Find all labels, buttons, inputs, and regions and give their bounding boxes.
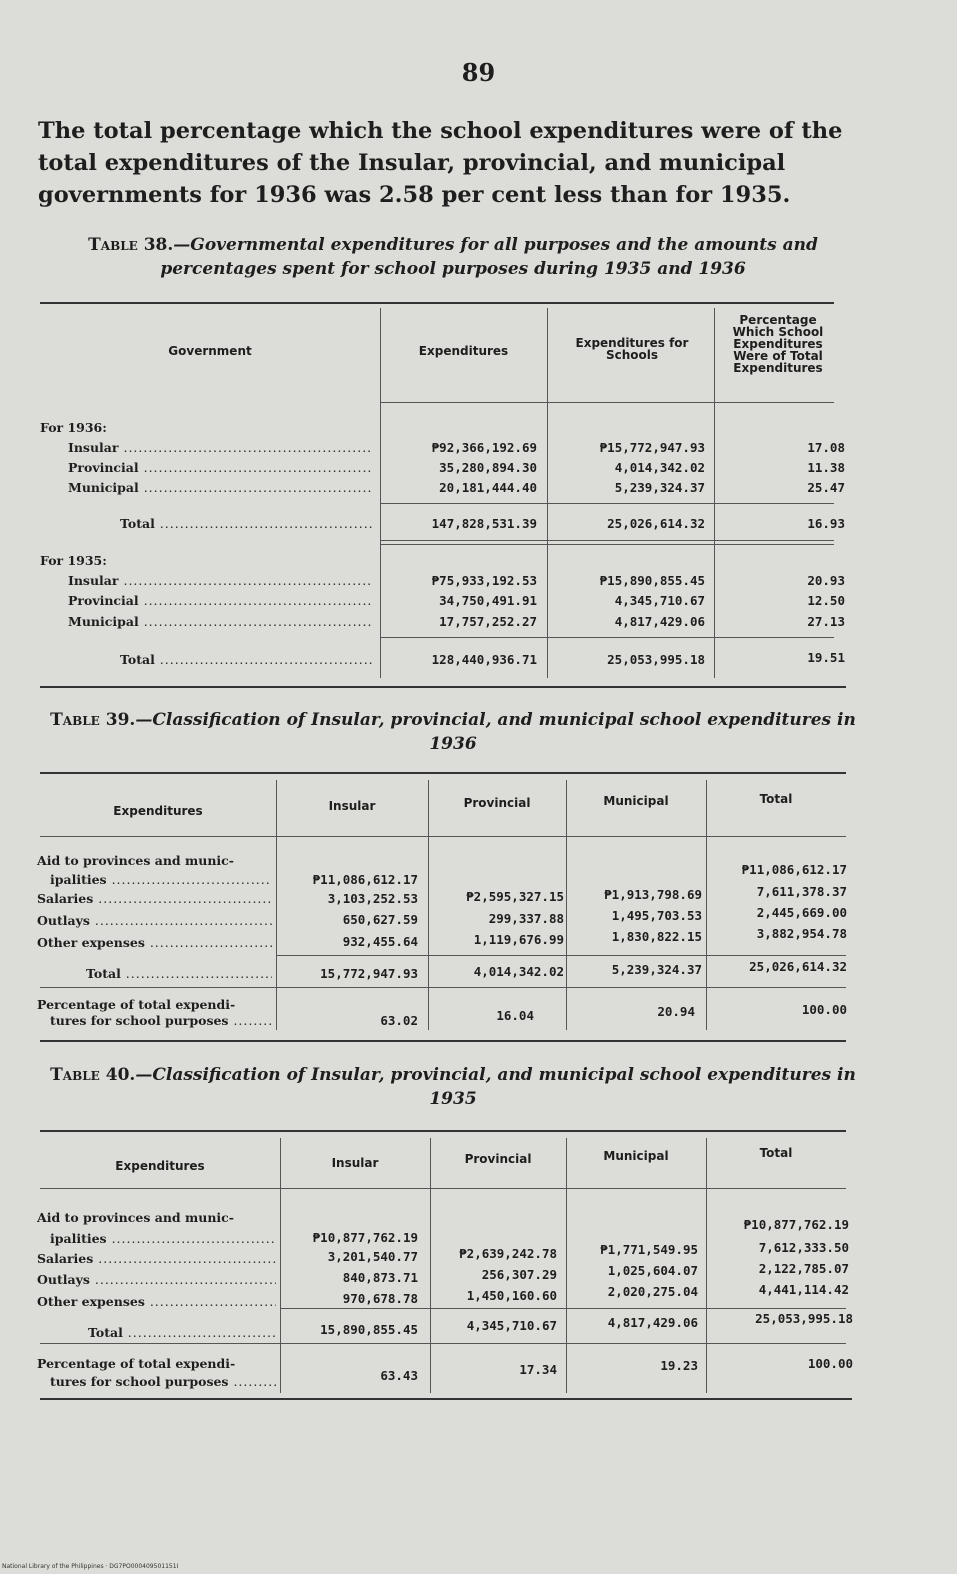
- t38-header-expenditures: Expenditures: [418, 344, 509, 358]
- t39-salaries-municipal: ₱1,913,798.69: [604, 887, 702, 902]
- t40-pct-total: 100.00: [807, 1356, 853, 1371]
- t40-salaries-total: 7,612,333.50: [758, 1240, 849, 1255]
- t38-1935-exp-total: 128,440,936.71: [431, 652, 537, 667]
- t39-pct-municipal: 20.94: [657, 1004, 695, 1019]
- t39-outlays-insular: 650,627.59: [342, 912, 418, 927]
- t40-label-salaries: Salaries .....: [37, 1251, 276, 1266]
- table-39-caption: [38, 708, 868, 756]
- t40-total-municipal: 4,817,429.06: [607, 1315, 698, 1330]
- t40-pct-insular: 63.43: [380, 1368, 418, 1383]
- t39-pct-total: 100.00: [801, 1002, 847, 1017]
- t38-1935-exp-provincial: 34,750,491.91: [439, 593, 537, 608]
- t40-header-total: Total: [759, 1146, 793, 1160]
- t40-pct-municipal: 19.23: [660, 1358, 698, 1373]
- t38-1935-label-insular: Insular .....: [68, 573, 373, 588]
- t38-1935-sch-provincial: 4,345,710.67: [614, 593, 705, 608]
- t40-other-total: 4,441,114.42: [758, 1282, 849, 1297]
- t39-outlays-municipal: 1,495,703.53: [611, 908, 702, 923]
- t38-1935-pct-municipal: 27.13: [807, 614, 845, 629]
- t40-total-insular: 15,890,855.45: [320, 1322, 418, 1337]
- t38-1936-label-municipal: Municipal .....: [68, 480, 373, 495]
- t38-1936-label-provincial: Provincial .....: [68, 460, 373, 475]
- t40-outlays-provincial: 256,307.29: [481, 1267, 557, 1282]
- t40-label-total: Total .....: [88, 1325, 276, 1340]
- t40-total-total: 25,053,995.18: [755, 1311, 853, 1326]
- t40-label-pct-line1: Percentage of total expendi-: [37, 1356, 236, 1371]
- t39-label-salaries: Salaries .....: [37, 891, 272, 906]
- t38-1936-label-insular: Insular .....: [68, 440, 373, 455]
- t39-other-municipal: 1,830,822.15: [611, 929, 702, 944]
- t39-aid-total: ₱11,086,612.17: [741, 862, 847, 877]
- t38-1935-label-total: Total .....: [120, 652, 373, 667]
- t39-aid-insular: ₱11,086,612.17: [312, 872, 418, 887]
- t40-other-insular: 970,678.78: [342, 1291, 418, 1306]
- t40-aid-total: ₱10,877,762.19: [743, 1217, 849, 1232]
- table-40-caption: [38, 1063, 868, 1111]
- t39-header-provincial: Provincial: [463, 796, 531, 810]
- t40-label-outlays: Outlays .....: [37, 1272, 276, 1287]
- t38-1936-sch-insular: ₱15,772,947.93: [599, 440, 705, 455]
- t38-1935-sch-total: 25,053,995.18: [607, 652, 705, 667]
- t38-1936-pct-insular: 17.08: [807, 440, 845, 455]
- t38-1936-pct-provincial: 11.38: [807, 460, 845, 475]
- t40-label-other: Other expenses .....: [37, 1294, 276, 1309]
- t40-outlays-total: 2,122,785.07: [758, 1261, 849, 1276]
- t40-label-pct-line2: tures for school purposes .....: [50, 1374, 276, 1389]
- t38-1935-sch-municipal: 4,817,429.06: [614, 614, 705, 629]
- t39-label-outlays: Outlays .....: [37, 913, 272, 928]
- t39-other-provincial: 1,119,676.99: [473, 932, 564, 947]
- t40-pct-provincial: 17.34: [519, 1362, 557, 1377]
- t40-other-municipal: 2,020,275.04: [607, 1284, 698, 1299]
- t38-1936-exp-insular: ₱92,366,192.69: [431, 440, 537, 455]
- page-number: 89: [461, 58, 496, 87]
- t40-salaries-provincial: ₱2,639,242.78: [459, 1246, 557, 1261]
- t40-header-provincial: Provincial: [464, 1152, 532, 1166]
- t38-header-expenditures-schools: Expenditures for Schools: [575, 336, 689, 362]
- t38-1936-sch-municipal: 5,239,324.37: [614, 480, 705, 495]
- t39-label-total: Total .....: [86, 966, 272, 981]
- t38-heading-1935: For 1935:: [40, 553, 107, 568]
- t38-1935-exp-municipal: 17,757,252.27: [439, 614, 537, 629]
- t39-header-municipal: Municipal: [603, 794, 669, 808]
- t39-salaries-provincial: ₱2,595,327.15: [466, 889, 564, 904]
- t38-1936-sch-provincial: 4,014,342.02: [614, 460, 705, 475]
- t40-label-aid-line2: ipalities .....: [50, 1231, 276, 1246]
- t38-1936-label-total: Total .....: [120, 516, 373, 531]
- table-40-label: Table 40.: [50, 1065, 136, 1085]
- t38-1935-pct-insular: 20.93: [807, 573, 845, 588]
- t39-label-pct-line1: Percentage of total expendi-: [37, 997, 236, 1012]
- t39-salaries-insular: 3,103,252.53: [327, 891, 418, 906]
- footer-source: National Library of the Philippines · DG7PO000409501151I: [2, 1563, 179, 1570]
- t38-header-government: Government: [168, 344, 252, 358]
- t40-other-provincial: 1,450,160.60: [466, 1288, 557, 1303]
- t40-salaries-insular: 3,201,540.77: [327, 1249, 418, 1264]
- t39-header-insular: Insular: [328, 799, 376, 813]
- t39-header-expenditures: Expenditures: [113, 804, 203, 818]
- t40-salaries-municipal: ₱1,771,549.95: [600, 1242, 698, 1257]
- t40-outlays-insular: 840,873.71: [342, 1270, 418, 1285]
- t39-header-total: Total: [759, 792, 793, 806]
- t39-label-aid-line2: ipalities .....: [50, 872, 272, 887]
- t39-outlays-provincial: 299,337.88: [488, 911, 564, 926]
- t40-outlays-municipal: 1,025,604.07: [607, 1263, 698, 1278]
- t40-aid-insular: ₱10,877,762.19: [312, 1230, 418, 1245]
- t38-1935-pct-provincial: 12.50: [807, 593, 845, 608]
- t40-header-insular: Insular: [331, 1156, 379, 1170]
- table-38-label: Table 38.: [88, 235, 174, 255]
- t40-header-municipal: Municipal: [603, 1149, 669, 1163]
- t38-1935-exp-insular: ₱75,933,192.53: [431, 573, 537, 588]
- table-39-title: —Classification of Insular, provincial, and municipal school expenditures in 1936: [135, 710, 856, 754]
- t38-heading-1936: For 1936:: [40, 420, 107, 435]
- intro-paragraph: The total percentage which the school expenditures were of the total expenditures of the Insular, provincial, and municipal governments for 1936 was 2.58 per cent less than for 1935.: [38, 118, 843, 208]
- table-38-caption: [38, 233, 868, 281]
- t38-1936-exp-total: 147,828,531.39: [431, 516, 537, 531]
- t39-total-insular: 15,772,947.93: [320, 966, 418, 981]
- t38-1936-exp-provincial: 35,280,894.30: [439, 460, 537, 475]
- t39-salaries-total: 7,611,378.37: [756, 884, 847, 899]
- t39-other-insular: 932,455.64: [342, 934, 418, 949]
- t39-total-provincial: 4,014,342.02: [473, 964, 564, 979]
- t38-header-percentage: Percentage Which School Expenditures Were of Total Expenditures: [732, 313, 824, 375]
- t38-1935-pct-total: 19.51: [807, 650, 845, 665]
- t38-1935-label-municipal: Municipal .....: [68, 614, 373, 629]
- table-39-label: Table 39.: [50, 710, 136, 730]
- t38-1936-pct-total: 16.93: [807, 516, 845, 531]
- t38-1936-exp-municipal: 20,181,444.40: [439, 480, 537, 495]
- t39-pct-insular: 63.02: [380, 1013, 418, 1028]
- t40-header-expenditures: Expenditures: [115, 1159, 205, 1173]
- t40-total-provincial: 4,345,710.67: [466, 1318, 557, 1333]
- t38-1935-sch-insular: ₱15,890,855.45: [599, 573, 705, 588]
- t39-label-aid-line1: Aid to provinces and munic-: [37, 853, 234, 868]
- t39-outlays-total: 2,445,669.00: [756, 905, 847, 920]
- t39-pct-provincial: 16.04: [496, 1008, 534, 1023]
- t40-label-aid-line1: Aid to provinces and munic-: [37, 1210, 234, 1225]
- t38-1936-pct-municipal: 25.47: [807, 480, 845, 495]
- t39-total-total: 25,026,614.32: [749, 959, 847, 974]
- t39-label-pct-line2: tures for school purposes .....: [50, 1013, 272, 1028]
- t38-1936-sch-total: 25,026,614.32: [607, 516, 705, 531]
- table-38-title: —Governmental expenditures for all purposes and the amounts and percentages spent for school purposes during 1935 and 1936: [160, 235, 818, 279]
- table-40-title: —Classification of Insular, provincial, and municipal school expenditures in 1935: [135, 1065, 856, 1109]
- t39-other-total: 3,882,954.78: [756, 926, 847, 941]
- t39-label-other: Other expenses .....: [37, 935, 272, 950]
- t39-total-municipal: 5,239,324.37: [611, 962, 702, 977]
- t38-1935-label-provincial: Provincial .....: [68, 593, 373, 608]
